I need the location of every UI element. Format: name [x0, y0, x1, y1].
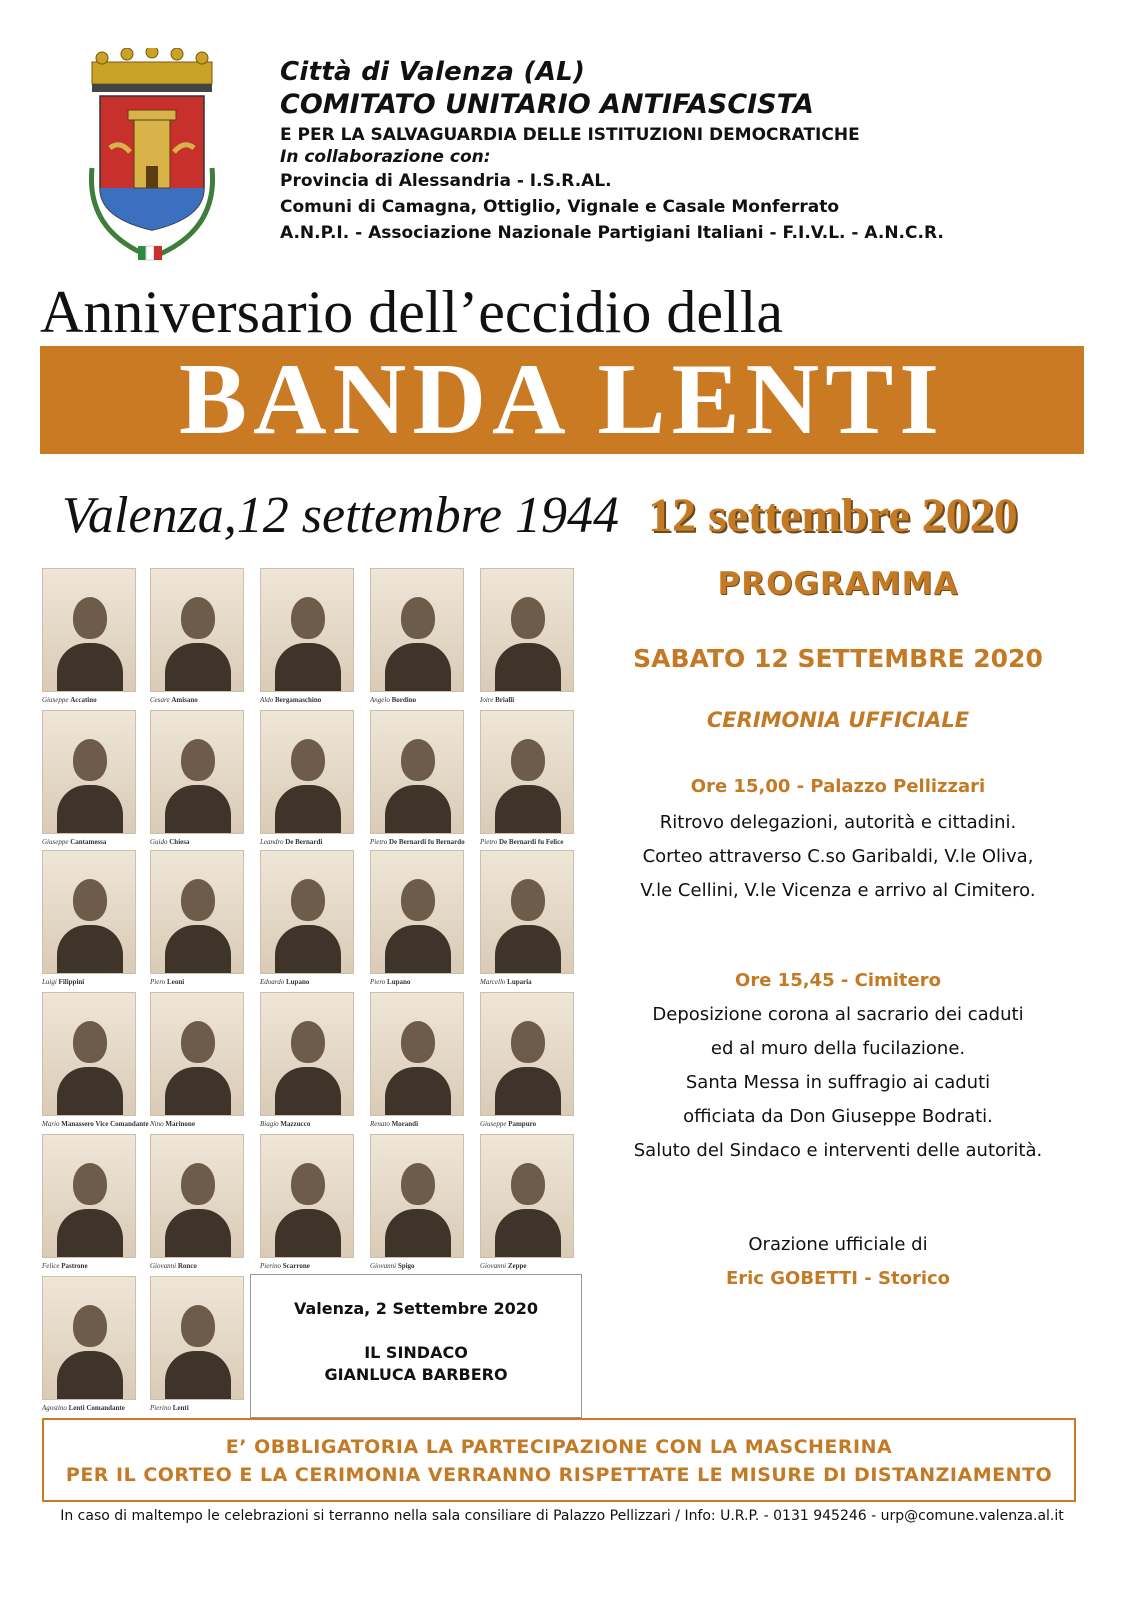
collaborator-line: A.N.P.I. - Associazione Nazionale Partigiani Italiani - F.I.V.L. - A.N.C.R.: [280, 223, 944, 243]
caption-surname: De Bernardi fu Bernardo: [389, 838, 465, 846]
partisan-portrait: [150, 992, 244, 1116]
portrait-caption: [260, 978, 370, 986]
portrait-body: [495, 925, 561, 973]
caption-first-name: Luigi: [42, 978, 57, 986]
partisan-portrait: [150, 1134, 244, 1258]
portrait-head: [511, 597, 545, 639]
partisan-portrait: [42, 850, 136, 974]
portrait-body: [385, 643, 451, 691]
second-event-time: Ore 15,45 - Cimitero: [735, 970, 941, 991]
collaborator-line: Comuni di Camagna, Ottiglio, Vignale e Casale Monferrato: [280, 197, 840, 217]
partisan-portrait: [260, 1134, 354, 1258]
event-detail-line: V.le Cellini, V.le Vicenza e arrivo al Cimitero.: [640, 880, 1036, 901]
portrait-caption: [480, 1120, 590, 1128]
anniversary-heading: Anniversario dell’eccidio della: [40, 279, 784, 345]
portrait-head: [73, 1163, 107, 1205]
caption-surname: De Bernardi fu Felice: [499, 838, 564, 846]
second-event-details: [598, 998, 1078, 1168]
portrait-body: [275, 925, 341, 973]
portrait-head: [291, 597, 325, 639]
banda-lenti-banner: [40, 343, 1084, 456]
mask-notice-line: PER IL CORTEO E LA CERIMONIA VERRANNO RISPETTATE LE MISURE DI DISTANZIAMENTO: [65, 1464, 1053, 1486]
caption-surname: Manassero Vice Comandante: [61, 1120, 149, 1128]
event-detail-line: Deposizione corona al sacrario dei caduti: [652, 1004, 1024, 1025]
caption-first-name: Piero: [150, 978, 166, 986]
portrait-body: [57, 925, 123, 973]
event-detail-line: Saluto del Sindaco e interventi delle autorità.: [633, 1140, 1043, 1161]
caption-first-name: Felice: [42, 1262, 60, 1270]
caption-first-name: Aldo: [260, 696, 274, 704]
portrait-caption: [42, 1120, 152, 1128]
portrait-head: [511, 879, 545, 921]
caption-first-name: Cesare: [150, 696, 170, 704]
portrait-caption: [260, 1120, 370, 1128]
footer-info: In caso di maltempo le celebrazioni si terranno nella sala consiliare di Palazzo Pellizzari / Info: U.R.P. - 0131 945246 - urp@comune.valenza.al.it: [60, 1508, 1064, 1524]
caption-first-name: Angelo: [370, 696, 390, 704]
committee-name: COMITATO UNITARIO ANTIFASCISTA: [280, 89, 814, 120]
portrait-caption: [42, 1404, 152, 1412]
event-detail-line: Corteo attraverso C.so Garibaldi, V.le Oliva,: [642, 846, 1034, 867]
caption-surname: Lenti Comandante: [68, 1404, 125, 1412]
portrait-body: [495, 785, 561, 833]
portrait-caption: [480, 696, 590, 704]
caption-surname: Ronco: [177, 1262, 197, 1270]
caption-first-name: Nino: [150, 1120, 164, 1128]
caption-first-name: Agostino: [42, 1404, 67, 1412]
caption-first-name: Giuseppe: [42, 838, 69, 846]
portrait-head: [73, 879, 107, 921]
caption-first-name: Ioire: [480, 696, 494, 704]
partisan-portrait: [150, 1276, 244, 1400]
portrait-body: [275, 643, 341, 691]
oration-label: Orazione ufficiale di: [748, 1234, 928, 1255]
caption-surname: Lenti: [172, 1404, 189, 1412]
caption-surname: Pastrone: [61, 1262, 88, 1270]
signature-name: GIANLUCA BARBERO: [324, 1365, 508, 1384]
partisan-portrait: [370, 992, 464, 1116]
portrait-head: [181, 879, 215, 921]
mayor-signature-box: [250, 1274, 582, 1418]
portrait-caption: [260, 1262, 370, 1270]
portrait-body: [57, 643, 123, 691]
portrait-caption: [370, 1262, 480, 1270]
caption-surname: Bergamaschino: [274, 696, 322, 704]
mask-requirement-notice: [42, 1418, 1076, 1502]
caption-surname: Morandi: [391, 1120, 419, 1128]
caption-first-name: Edoardo: [260, 978, 285, 986]
caption-first-name: Pietro: [370, 838, 388, 846]
caption-surname: Chiesa: [169, 838, 190, 846]
portrait-head: [511, 1163, 545, 1205]
ceremony-label: CERIMONIA UFFICIALE: [706, 708, 970, 732]
signature-date: Valenza, 2 Settembre 2020: [294, 1299, 538, 1318]
caption-surname: Luparia: [507, 978, 532, 986]
city-name: Città di Valenza (AL): [280, 57, 586, 87]
portrait-head: [401, 1021, 435, 1063]
caption-surname: Accatino: [70, 696, 97, 704]
portrait-body: [275, 1067, 341, 1115]
caption-surname: Amisano: [171, 696, 198, 704]
portrait-body: [57, 785, 123, 833]
historic-date: Valenza,12 settembre 1944: [62, 487, 619, 544]
collaboration-label: In collaborazione con:: [280, 147, 491, 167]
partisan-portrait: [370, 850, 464, 974]
portrait-body: [275, 1209, 341, 1257]
caption-first-name: Pierino: [150, 1404, 171, 1412]
caption-first-name: Renato: [370, 1120, 390, 1128]
partisan-portrait: [260, 850, 354, 974]
caption-first-name: Pietro: [480, 838, 498, 846]
caption-surname: Marinone: [165, 1120, 195, 1128]
portrait-caption: [260, 696, 370, 704]
partisan-portrait: [42, 568, 136, 692]
caption-first-name: Pierino: [260, 1262, 281, 1270]
portrait-head: [291, 1021, 325, 1063]
portrait-head: [291, 1163, 325, 1205]
portrait-body: [495, 1067, 561, 1115]
portrait-body: [385, 1067, 451, 1115]
partisan-portrait: [480, 568, 574, 692]
partisan-portrait: [370, 1134, 464, 1258]
portrait-body: [165, 925, 231, 973]
caption-first-name: Giovanni: [150, 1262, 177, 1270]
first-event-time: Ore 15,00 - Palazzo Pellizzari: [690, 776, 986, 797]
portrait-caption: [480, 838, 590, 846]
portrait-caption: [150, 1404, 260, 1412]
caption-surname: Lupano: [286, 978, 310, 986]
portrait-caption: [370, 838, 480, 846]
caption-first-name: Piero: [370, 978, 386, 986]
portrait-body: [57, 1351, 123, 1399]
caption-first-name: Guido: [150, 838, 168, 846]
portrait-head: [73, 1021, 107, 1063]
first-event-details: [598, 806, 1078, 908]
portrait-body: [165, 1067, 231, 1115]
caption-first-name: Mario: [42, 1120, 60, 1128]
caption-surname: Zeppe: [507, 1262, 527, 1270]
partisan-portrait: [480, 710, 574, 834]
portrait-body: [165, 643, 231, 691]
portrait-head: [291, 739, 325, 781]
portrait-body: [165, 785, 231, 833]
portrait-caption: [150, 838, 260, 846]
portrait-head: [401, 879, 435, 921]
caption-surname: Scarrone: [282, 1262, 310, 1270]
portrait-body: [57, 1209, 123, 1257]
caption-surname: Filippini: [58, 978, 85, 986]
banner-text: BANDA LENTI: [178, 343, 945, 456]
caption-first-name: Leandro: [260, 838, 284, 846]
portrait-caption: [42, 696, 152, 704]
portrait-body: [275, 785, 341, 833]
portrait-head: [181, 1021, 215, 1063]
portrait-head: [401, 597, 435, 639]
caption-surname: De Bernardi: [285, 838, 323, 846]
portrait-body: [165, 1209, 231, 1257]
portrait-head: [181, 1305, 215, 1347]
partisan-portrait: [150, 850, 244, 974]
portrait-caption: [480, 978, 590, 986]
caption-surname: Cantamessa: [70, 838, 107, 846]
caption-surname: Mazzucco: [280, 1120, 311, 1128]
portrait-head: [401, 739, 435, 781]
caption-first-name: Giuseppe: [42, 696, 69, 704]
portrait-caption: [480, 1262, 590, 1270]
portrait-head: [181, 597, 215, 639]
portrait-caption: [42, 838, 152, 846]
portrait-body: [165, 1351, 231, 1399]
partisan-portrait: [150, 710, 244, 834]
portrait-body: [495, 643, 561, 691]
event-date: 12 settembre 2020: [648, 489, 1018, 542]
caption-surname: Pampuro: [508, 1120, 537, 1128]
committee-subtitle: E PER LA SALVAGUARDIA DELLE ISTITUZIONI DEMOCRATICHE: [280, 125, 860, 145]
signature-role: IL SINDACO: [364, 1343, 468, 1362]
caption-surname: Spigo: [397, 1262, 415, 1270]
mask-notice-line: E’ OBBLIGATORIA LA PARTECIPAZIONE CON LA MASCHERINA: [225, 1436, 893, 1458]
portrait-body: [495, 1209, 561, 1257]
portrait-caption: [150, 1120, 260, 1128]
caption-first-name: Marcello: [480, 978, 506, 986]
portrait-head: [73, 1305, 107, 1347]
portrait-caption: [42, 978, 152, 986]
portrait-head: [511, 739, 545, 781]
portrait-head: [181, 739, 215, 781]
collaborator-line: Provincia di Alessandria - I.S.R.AL.: [280, 171, 612, 191]
event-detail-line: Santa Messa in suffragio ai caduti: [685, 1072, 991, 1093]
caption-first-name: Giovanni: [480, 1262, 507, 1270]
event-detail-line: officiata da Don Giuseppe Bodrati.: [683, 1106, 993, 1127]
caption-first-name: Giuseppe: [480, 1120, 507, 1128]
partisan-portrait: [480, 992, 574, 1116]
caption-surname: Leoni: [167, 978, 185, 986]
partisan-portrait: [260, 568, 354, 692]
portrait-body: [57, 1067, 123, 1115]
portrait-head: [181, 1163, 215, 1205]
event-detail-line: Ritrovo delegazioni, autorità e cittadini.: [659, 812, 1017, 833]
partisan-portrait: [480, 1134, 574, 1258]
portrait-head: [401, 1163, 435, 1205]
partisan-portrait: [42, 710, 136, 834]
city-coat-of-arms: [72, 48, 232, 268]
portrait-caption: [370, 978, 480, 986]
event-detail-line: ed al muro della fucilazione.: [710, 1038, 966, 1059]
oration-speaker: Eric GOBETTI - Storico: [725, 1268, 951, 1289]
partisan-portrait: [370, 568, 464, 692]
portrait-caption: [150, 1262, 260, 1270]
portrait-caption: [150, 978, 260, 986]
portrait-head: [73, 597, 107, 639]
portrait-caption: [42, 1262, 152, 1270]
partisan-portrait: [42, 1276, 136, 1400]
caption-surname: Lupano: [387, 978, 411, 986]
portrait-head: [511, 1021, 545, 1063]
partisan-portrait: [260, 992, 354, 1116]
portrait-body: [385, 925, 451, 973]
partisan-portrait: [42, 992, 136, 1116]
caption-first-name: Biagio: [260, 1120, 279, 1128]
partisan-portrait: [150, 568, 244, 692]
caption-surname: Bordino: [391, 696, 417, 704]
portrait-caption: [370, 1120, 480, 1128]
program-title: PROGRAMMA: [717, 566, 959, 602]
organizer-header: [280, 56, 1080, 246]
partisan-portrait: [260, 710, 354, 834]
portrait-caption: [150, 696, 260, 704]
portrait-caption: [370, 696, 480, 704]
portrait-body: [385, 1209, 451, 1257]
partisan-portrait: [480, 850, 574, 974]
portrait-head: [73, 739, 107, 781]
portrait-caption: [260, 838, 370, 846]
portrait-body: [385, 785, 451, 833]
partisan-portrait: [370, 710, 464, 834]
program-day: SABATO 12 SETTEMBRE 2020: [633, 644, 1043, 673]
caption-surname: Brialli: [495, 696, 515, 704]
portrait-head: [291, 879, 325, 921]
partisan-portrait: [42, 1134, 136, 1258]
caption-first-name: Giovanni: [370, 1262, 397, 1270]
